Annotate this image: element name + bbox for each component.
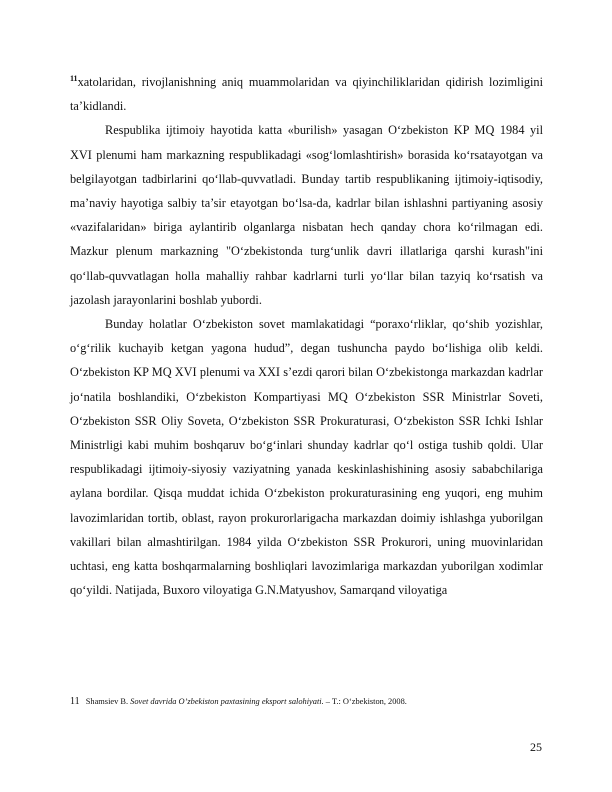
paragraph-1	[70, 70, 543, 118]
paragraph-3: Bunday holatlar O‘zbekiston sovet mamlakatidagi “poraxo‘rliklar, qo‘shib yozishlar, o‘g‘rilik kuchayib ketgan yagona hudud”, degan tushuncha paydo bo‘lishiga olib keldi. O‘zbekiston KP MQ XVI plenumi va XXI s’ezdi qarori bilan O‘zbekistonga markazdan kadrlar jo‘natila boshlandiki, O‘zbekiston Kompartiyasi MQ O‘zbekiston SSR Ministrlar Soveti, O‘zbekiston SSR Oliy Soveta, O‘zbekiston SSR Prokuraturasi, O‘zbekiston SSR Ichki Ishlar Ministrligi kabi muhim boshqaruv bo‘g‘inlari shunday kadrlar qo‘l ostiga tushib qoldi. Ular respublikadagi ijtimoiy-siyosiy vaziyatning yanada keskinlashishining asosiy sababchilariga aylana bordilar. Qisqa muddat ichida O‘zbekiston prokuraturasining eng yuqori, eng muhim lavozimlaridan tortib, oblast, rayon prokurorlarigacha markazdan doimiy ishlashga yuborilgan vakillari bilan almashtirilgan. 1984 yilda O‘zbekiston SSR Prokurori, uning muovinlaridan uchtasi, eng katta boshqarmalarning boshliqlari lavozimlariga markazdan yuborilgan xodimlar qo‘yildi. Natijada, Buxoro viloyatiga G.N.Matyushov, Samarqand viloyatiga	[70, 317, 543, 598]
paragraph-2: Respublika ijtimoiy hayotida katta «burilish» yasagan O‘zbekiston KP MQ 1984 yil XVI plenumi ham markazning respublikadagi «sog‘lomlashtirish» borasida ko‘rsatayotgan va belgilayotgan tadbirlarini qo‘llab-quvvatladi. Bunday tartib respublikaning ijtimoiy-iqtisodiy, ma’naviy hayotiga salbiy ta’sir etayotgan bo‘lsa-da, kadrlar bilan ishlashni partiyaning asosiy «vazifalaridan» biriga aylantirib olganlarga nisbatan hech qanday chora ko‘rilmagan edi. Mazkur plenum markazning "O‘zbekistonda turg‘unlik davri illatlariga qarshi kurash"ini qo‘llab-quvvatlagan holla mahalliy rahbar kadrlarni turli yo‘llar bilan tazyiq ko‘rsatish va jazolash jarayonlarini boshlab yubordi.	[70, 123, 543, 307]
page-body	[70, 70, 543, 602]
footnote-reference[interactable]: 11	[70, 73, 78, 83]
footnote-author: Shamsiev B.	[85, 697, 129, 706]
page-number: 25	[530, 740, 542, 754]
paragraph-1-text: xatolaridan, rivojlanishning aniq muammolaridan va qiyinchiliklaridan qidirish lozimligini ta’kidlandi.	[70, 75, 543, 114]
footnote-title: Sovet davrida O’zbekiston paxtasining eksport salohiyati.	[130, 697, 324, 706]
footnote-publication: – T.: O‘zbekiston, 2008.	[325, 697, 407, 706]
footnote	[70, 696, 543, 707]
footnote-number: 11	[70, 696, 80, 707]
